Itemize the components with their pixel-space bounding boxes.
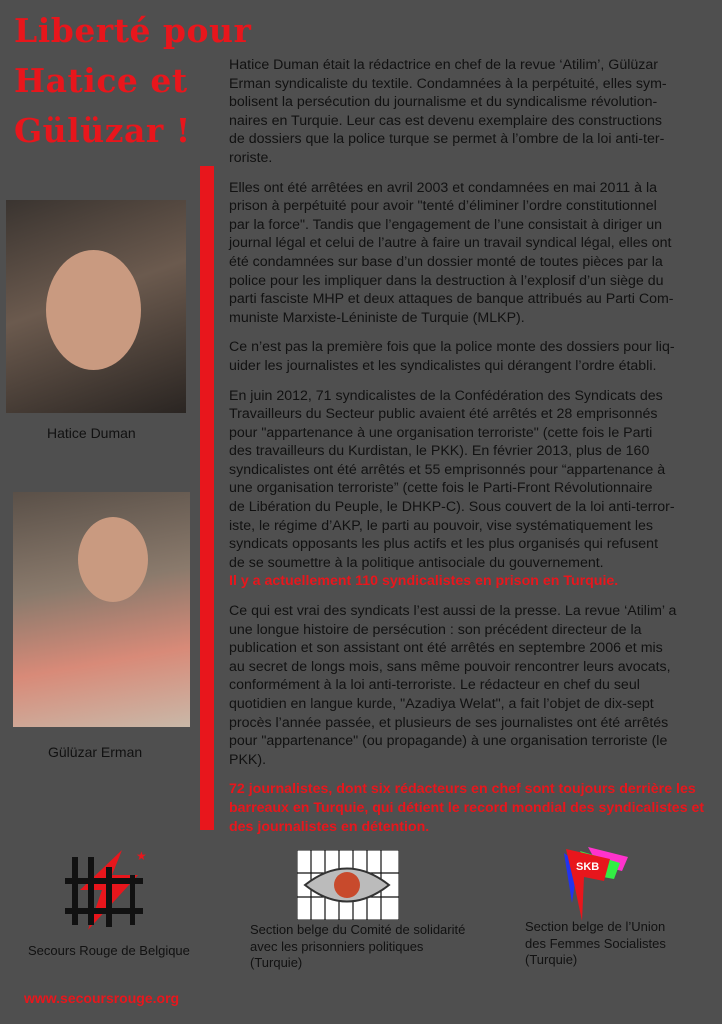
highlight-text: Il y a actuellement 110 syndicalistes en prison en Turquie. <box>229 573 619 590</box>
text-line: prison à perpétuité pour avoir "tenté d’éliminer l’ordre constitutionnel <box>229 198 657 215</box>
text-line: une organisation terroriste” (cette fois le Parti-Front Révolutionnaire <box>229 480 653 497</box>
text-line: conformément à la loi anti-terroriste. Le rédacteur en chef du seul <box>229 677 640 694</box>
text-line: par la force". Tandis que l’engagement de l’une consistait à diriger un <box>229 216 663 233</box>
photo-caption: Hatice Duman <box>47 425 136 441</box>
text-line: des journalistes en détention. <box>229 818 430 835</box>
caption-line: (Turquie) <box>250 955 303 970</box>
text-line: procès l’année passée, et plusieurs de ses journalistes ont été arrêtés <box>229 714 669 731</box>
website-link[interactable]: www.secoursrouge.org <box>24 990 180 1006</box>
logo-text: SKB <box>576 861 600 873</box>
eye-behind-bars-logo <box>297 850 399 920</box>
photo-hatice-duman <box>6 200 186 413</box>
title-line: Gülüzar ! <box>14 111 191 150</box>
title-line: Hatice et <box>14 61 188 100</box>
text-line: publication et son assistant ont été arrêtés en septembre 2006 et mis <box>229 640 663 657</box>
text-line: parti fasciste MHP et deux attaques de banque attribués au Parti Com- <box>229 291 674 308</box>
logo-caption <box>250 922 465 972</box>
text-line: quotidien en langue kurde, "Azadiya Welat", a fait l’objet de dix-sept <box>229 696 654 712</box>
text-line: de dossiers que la police turque se permet à l’ombre de la loi anti-ter- <box>229 131 665 148</box>
highlight-paragraph <box>229 780 715 836</box>
text-line: naires en Turquie. Leur cas est devenu exemplaire des constructions <box>229 112 662 129</box>
logo-caption <box>28 943 190 960</box>
text-line: une longue histoire de persécution : son précédent directeur de la <box>229 621 642 638</box>
text-line: Hatice Duman était la rédactrice en chef de la revue ‘Atilim’, Gülüzar <box>229 57 658 73</box>
text-line: syndicalistes ont été arrêtés et 55 emprisonnés pour “appartenance à <box>229 461 666 478</box>
red-divider-bar <box>200 166 214 830</box>
paragraph <box>229 387 715 592</box>
photo-caption: Gülüzar Erman <box>48 744 143 760</box>
text-line: Elles ont été arrêtées en avril 2003 et condamnées en mai 2011 à la <box>229 179 657 196</box>
text-line: bolisent la persécution du journalisme et du syndicalisme révolution- <box>229 94 658 111</box>
text-line: pour "appartenance" (ou propagande) à une organisation terroriste (le <box>229 733 668 750</box>
text-line: Ce qui est vrai des syndicats l’est aussi de la presse. La revue ‘Atilim’ a <box>229 603 677 620</box>
caption-line: Secours Rouge de Belgique <box>28 943 190 958</box>
text-line: journal légal et celui de l’autre à faire un travail syndical légal, elles ont <box>229 235 672 252</box>
paragraph <box>229 338 715 375</box>
text-line: syndicats opposants les plus actifs et les plus organisés qui refusent <box>229 536 659 553</box>
text-line: uider les journalistes et les syndicalistes qui dérangent l’ordre établi. <box>229 357 657 374</box>
text-line: En juin 2012, 71 syndicalistes de la Confédération des Syndicats des <box>229 387 663 404</box>
article-body <box>229 56 715 847</box>
text-line: pour "appartenance à une organisation terroriste" (cette fois le Parti <box>229 424 653 441</box>
caption-line: Section belge du Comité de solidarité <box>250 922 466 937</box>
text-line: de Libération du Peuple, le DHKP-C). Sous couvert de la loi anti-terror- <box>229 499 675 516</box>
svg-text:★: ★ <box>136 849 147 863</box>
text-line: 72 journalistes, dont six rédacteurs en chef sont toujours derrière les <box>229 781 696 798</box>
text-line: police pour les impliquer dans la destruction à l’explosif d’un siège du <box>229 272 664 289</box>
title-line: Liberté pour <box>14 11 252 50</box>
prison-bars-star-logo <box>60 845 150 935</box>
text-line: muniste Marxiste-Léniniste de Turquie (MLKP). <box>229 309 525 326</box>
logo-caption <box>525 919 666 969</box>
skb-flag-logo <box>558 843 638 923</box>
paragraph <box>229 179 715 328</box>
text-line: iste, le régime d’AKP, le parti au pouvoir, vise systématiquement les <box>229 517 653 534</box>
text-line: des travailleurs du Kurdistan, le PKK). En février 2013, plus de 160 <box>229 443 650 460</box>
text-line: Ce n’est pas la première fois que la police monte des dossiers pour liq- <box>229 339 675 356</box>
caption-line: (Turquie) <box>525 952 578 967</box>
caption-line: des Femmes Socialistes <box>525 935 666 951</box>
text-line: roriste. <box>229 149 273 166</box>
text-line: PKK). <box>229 751 267 768</box>
text-line: Erman syndicaliste du textile. Condamnées à la perpétuité, elles sym- <box>229 75 667 92</box>
text-line: de se soumettre à la politique antisociale du gouvernement. <box>229 554 604 571</box>
caption-line: avec les prisonniers politiques <box>250 938 424 954</box>
paragraph <box>229 56 715 168</box>
text-line: été condamnées sur base d’un dossier monté de toutes pièces par la <box>229 253 663 270</box>
text-line: barreaux en Turquie, qui détient le record mondial des syndicalistes et <box>229 799 705 816</box>
text-line: Travailleurs du Secteur public avaient été arrêtés et 28 emprisonnés <box>229 406 658 423</box>
paragraph <box>229 602 715 769</box>
text-line: au secret de longs mois, sans même pouvoir rencontrer leurs avocats, <box>229 658 671 675</box>
caption-line: Section belge de l’Union <box>525 919 666 934</box>
photo-guluzar-erman <box>13 492 190 727</box>
poster-title <box>14 6 251 156</box>
